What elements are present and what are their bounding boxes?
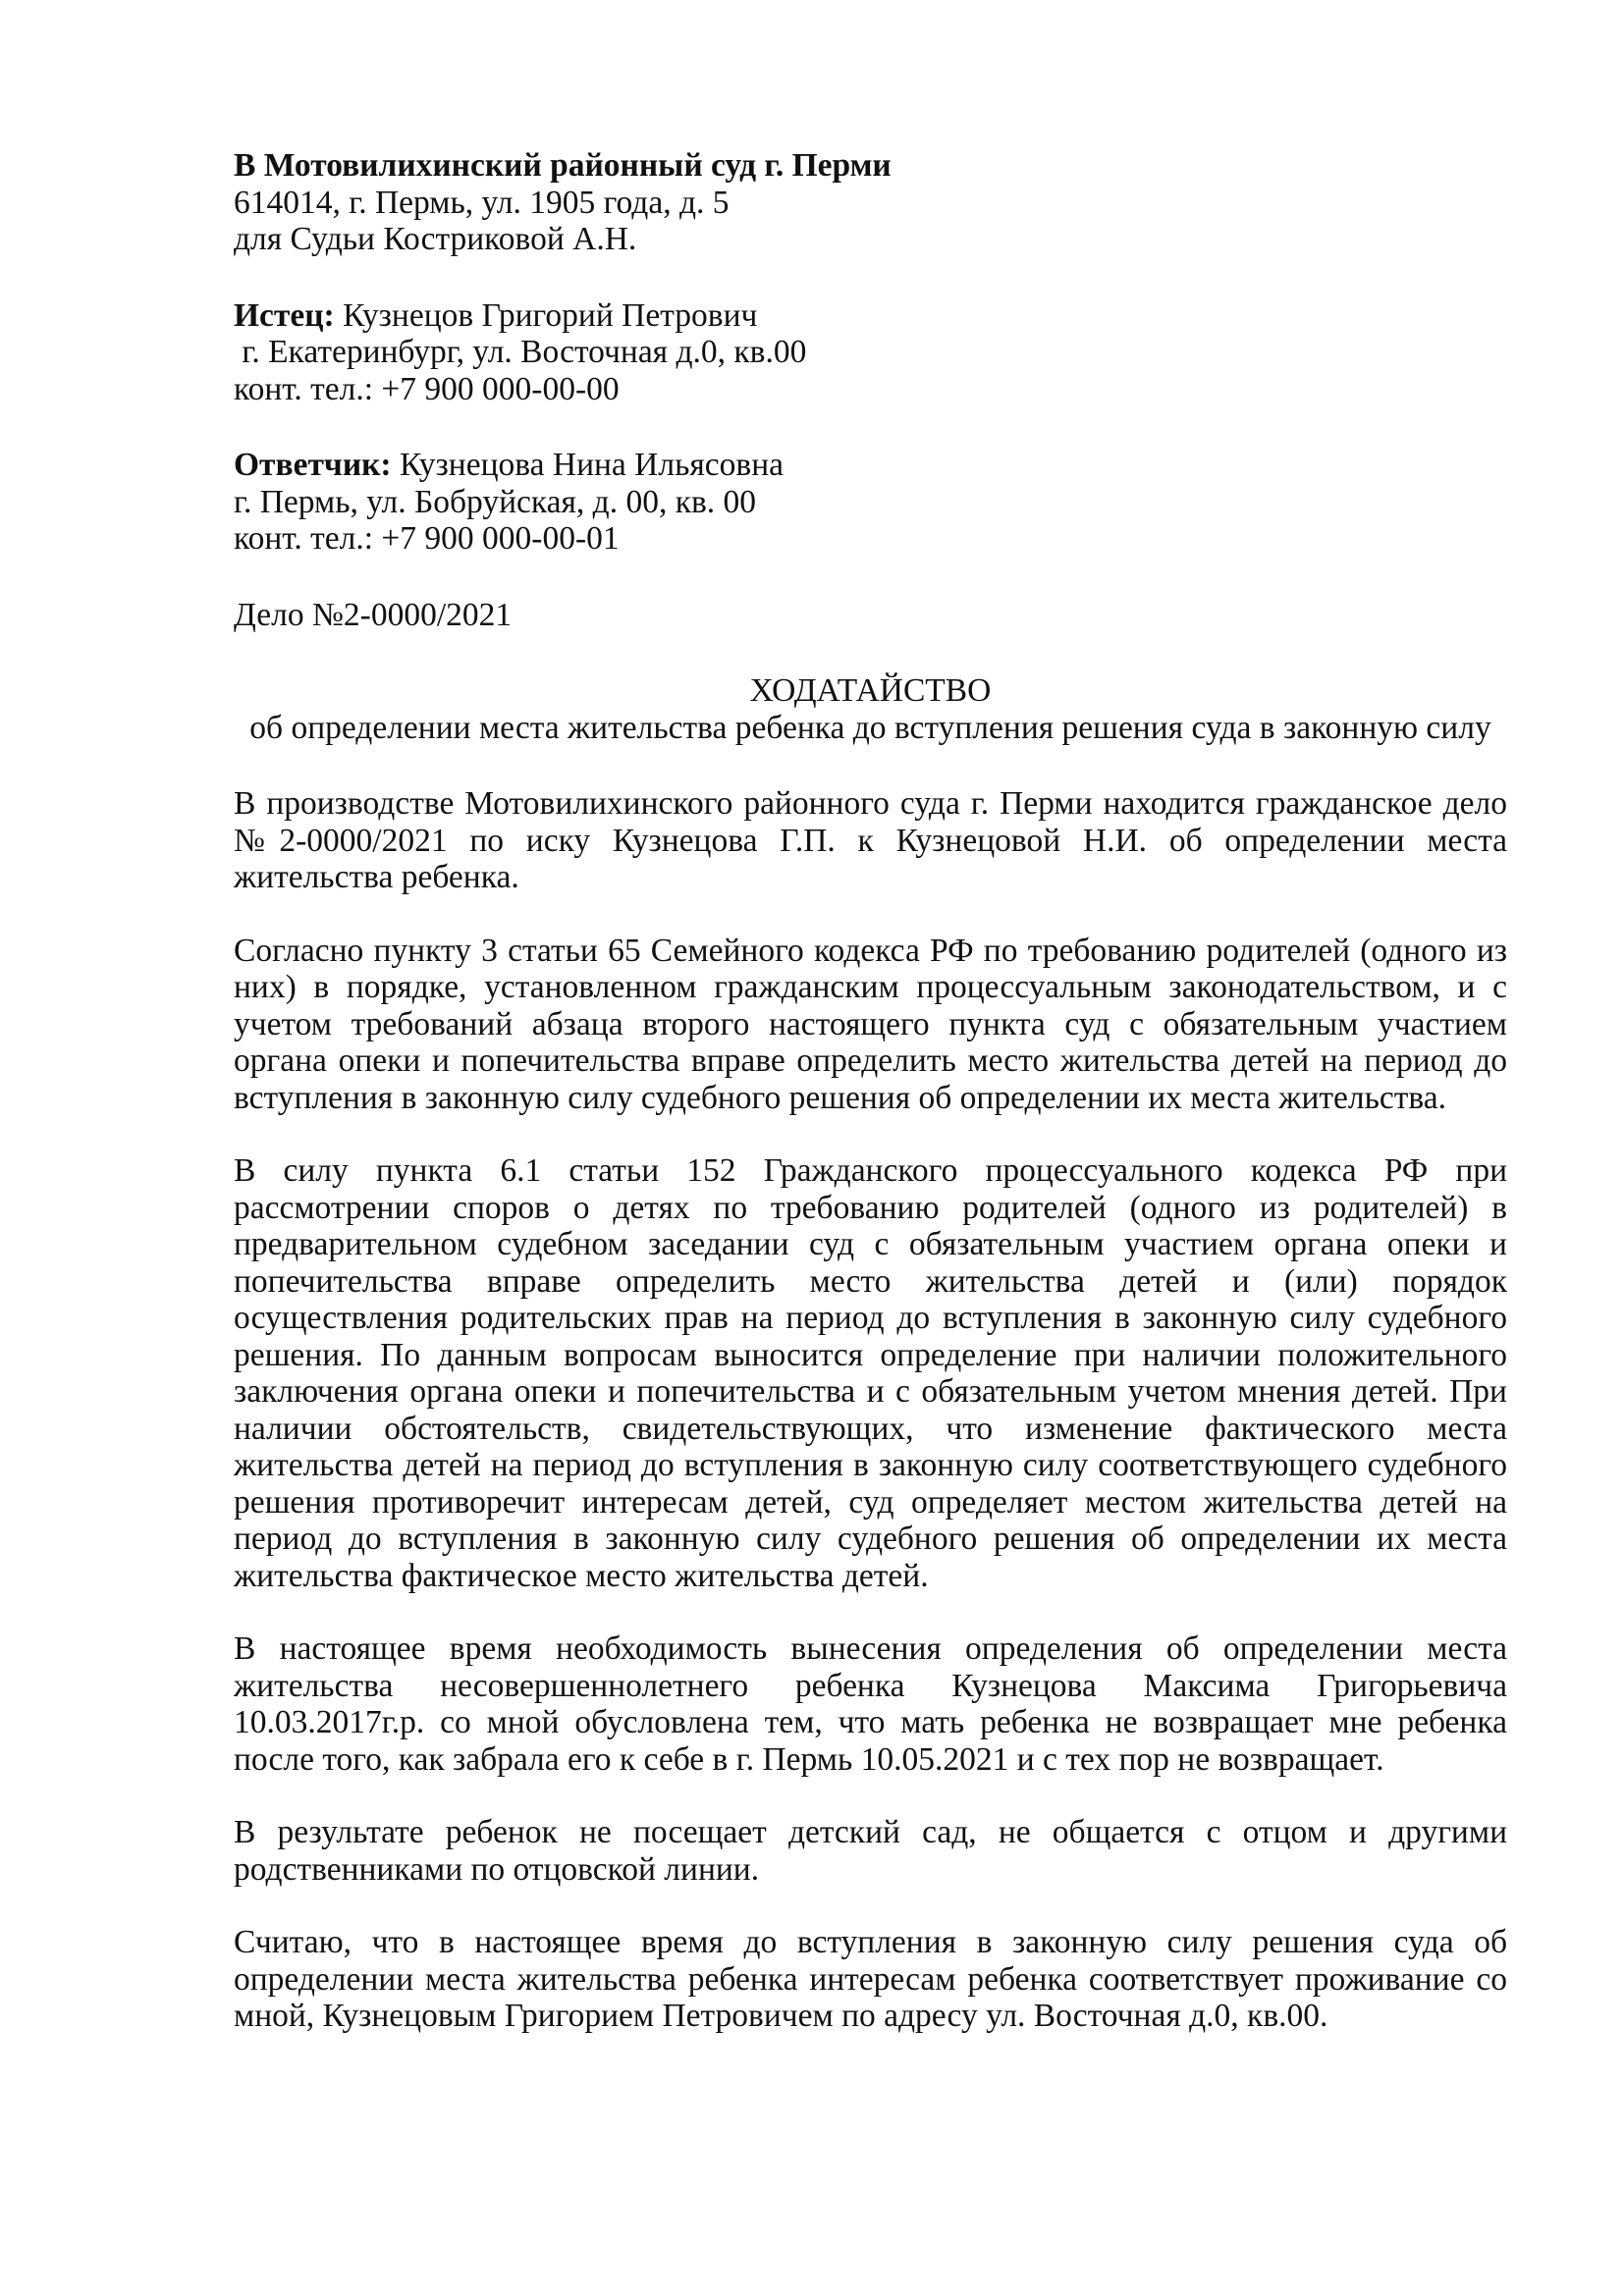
court-name: В Мотовилихинский районный суд г. Перми xyxy=(234,147,892,184)
paragraph-3 xyxy=(234,1152,1507,1594)
paragraph-6 xyxy=(234,1924,1507,2035)
defendant-name: Кузнецова Нина Ильясовна xyxy=(391,447,784,483)
paragraph-4 xyxy=(234,1630,1507,1778)
plaintiff-phone: конт. тел.: +7 900 000-00-00 xyxy=(234,370,620,407)
court-header xyxy=(234,147,1507,258)
paragraph-line: них) в порядке, установленном гражданским процессуальным законодательством, и с xyxy=(234,969,1507,1005)
paragraph-line: 10.03.2017г.р. со мной обусловлена тем, что мать ребенка не возвращает мне ребенка xyxy=(234,1704,1507,1740)
paragraph-line: №2-0000/2021 по иску Кузнецова Г.П. к Кузнецовой Н.И. об определении места xyxy=(234,822,1507,859)
plaintiff-label: Истец: xyxy=(234,296,335,334)
paragraph-line: период до вступления в законную силу судебного решения об определении их места xyxy=(234,1521,1507,1557)
paragraph-line: заключения органа опеки и попечительства и с обязательным учетом мнения детей. При xyxy=(234,1373,1507,1410)
defendant-label: Ответчик: xyxy=(234,447,392,483)
defendant-address: г. Пермь, ул. Бобруйская, д. 00, кв. 00 xyxy=(234,483,757,520)
paragraph-line: решения. По данным вопросам выносится определение при наличии положительного xyxy=(234,1336,1507,1373)
paragraph-5 xyxy=(234,1814,1507,1888)
defendant-phone: конт. тел.: +7 900 000-00-01 xyxy=(234,520,620,557)
document-page xyxy=(234,147,1507,2035)
paragraph-line: В результате ребенок не посещает детский сад, не общается с отцом и другими xyxy=(234,1814,1507,1850)
plaintiff-name: Кузнецов Григорий Петрович xyxy=(334,296,758,334)
paragraph-line: родственниками по отцовской линии. xyxy=(234,1850,760,1888)
paragraph-line: рассмотрении споров о детях по требованию родителей (одного из родителей) в xyxy=(234,1189,1507,1226)
paragraph-1 xyxy=(234,785,1507,896)
paragraph-line: жительства ребенка. xyxy=(234,859,519,895)
paragraph-line: наличии обстоятельств, свидетельствующих, что изменение фактического места xyxy=(234,1410,1507,1447)
paragraph-line: жительства фактическое место жительства детей. xyxy=(234,1557,929,1594)
paragraph-line: Согласно пункту 3 статьи 65 Семейного кодекса РФ по требованию родителей (одного из xyxy=(234,932,1507,969)
plaintiff-block xyxy=(234,297,1507,408)
paragraph-line: В настоящее время необходимость вынесения определения об определении места xyxy=(234,1630,1507,1667)
court-address: 614014, г. Пермь, ул. 1905 года, д. 5 xyxy=(234,184,730,221)
paragraph-line: Считаю, что в настоящее время до вступления в законную силу решения суда об xyxy=(234,1924,1507,1960)
judge-name: для Судьи Костриковой А.Н. xyxy=(234,221,637,257)
paragraph-line: после того, как забрала его к себе в г. Пермь 10.05.2021 и с тех пор не возвращает. xyxy=(234,1740,1384,1778)
paragraph-line: учетом требований абзаца второго настоящего пункта суд с обязательным участием xyxy=(234,1005,1507,1042)
paragraph-line: жительства детей на период до вступления в законную силу соответствующего судебного xyxy=(234,1447,1507,1483)
paragraph-2 xyxy=(234,933,1507,1117)
paragraph-line: определении места жительства ребенка интересам ребенка соответствует проживание со xyxy=(234,1960,1507,1998)
paragraph-line: решения противоречит интересам детей, суд определяет местом жительства детей на xyxy=(234,1483,1507,1521)
paragraph-line: осуществления родительских прав на период до вступления в законную силу судебного xyxy=(234,1300,1507,1336)
paragraph-line: органа опеки и попечительства вправе определить место жительства детей на период до xyxy=(234,1042,1507,1079)
plaintiff-address: г. Екатеринбург, ул. Восточная д.0, кв.00 xyxy=(234,334,807,370)
paragraph-line: жительства несовершеннолетнего ребенка Кузнецова Максима Григорьевича xyxy=(234,1667,1507,1704)
paragraph-line: В производстве Мотовилихинского районного суда г. Перми находится гражданское дело xyxy=(234,785,1507,822)
paragraph-line: В силу пункта 6.1 статьи 152 Гражданского процессуального кодекса РФ при xyxy=(234,1152,1507,1189)
document-title: ХОДАТАЙСТВО xyxy=(749,672,992,709)
paragraph-line: предварительном судебном заседании суд с обязательным участием органа опеки и xyxy=(234,1226,1507,1262)
paragraph-line: мной, Кузнецовым Григорием Петровичем по адресу ул. Восточная д.0, кв.00. xyxy=(234,1998,1328,2034)
paragraph-line: попечительства вправе определить место жительства детей и (или) порядок xyxy=(234,1262,1507,1300)
defendant-block xyxy=(234,447,1507,558)
document-subtitle: об определении места жительства ребенка до вступления решения суда в законную силу xyxy=(249,709,1491,746)
paragraph-line: вступления в законную силу судебного решения об определении их места жительства. xyxy=(234,1079,1447,1116)
case-number: Дело №2-0000/2021 xyxy=(234,596,513,633)
